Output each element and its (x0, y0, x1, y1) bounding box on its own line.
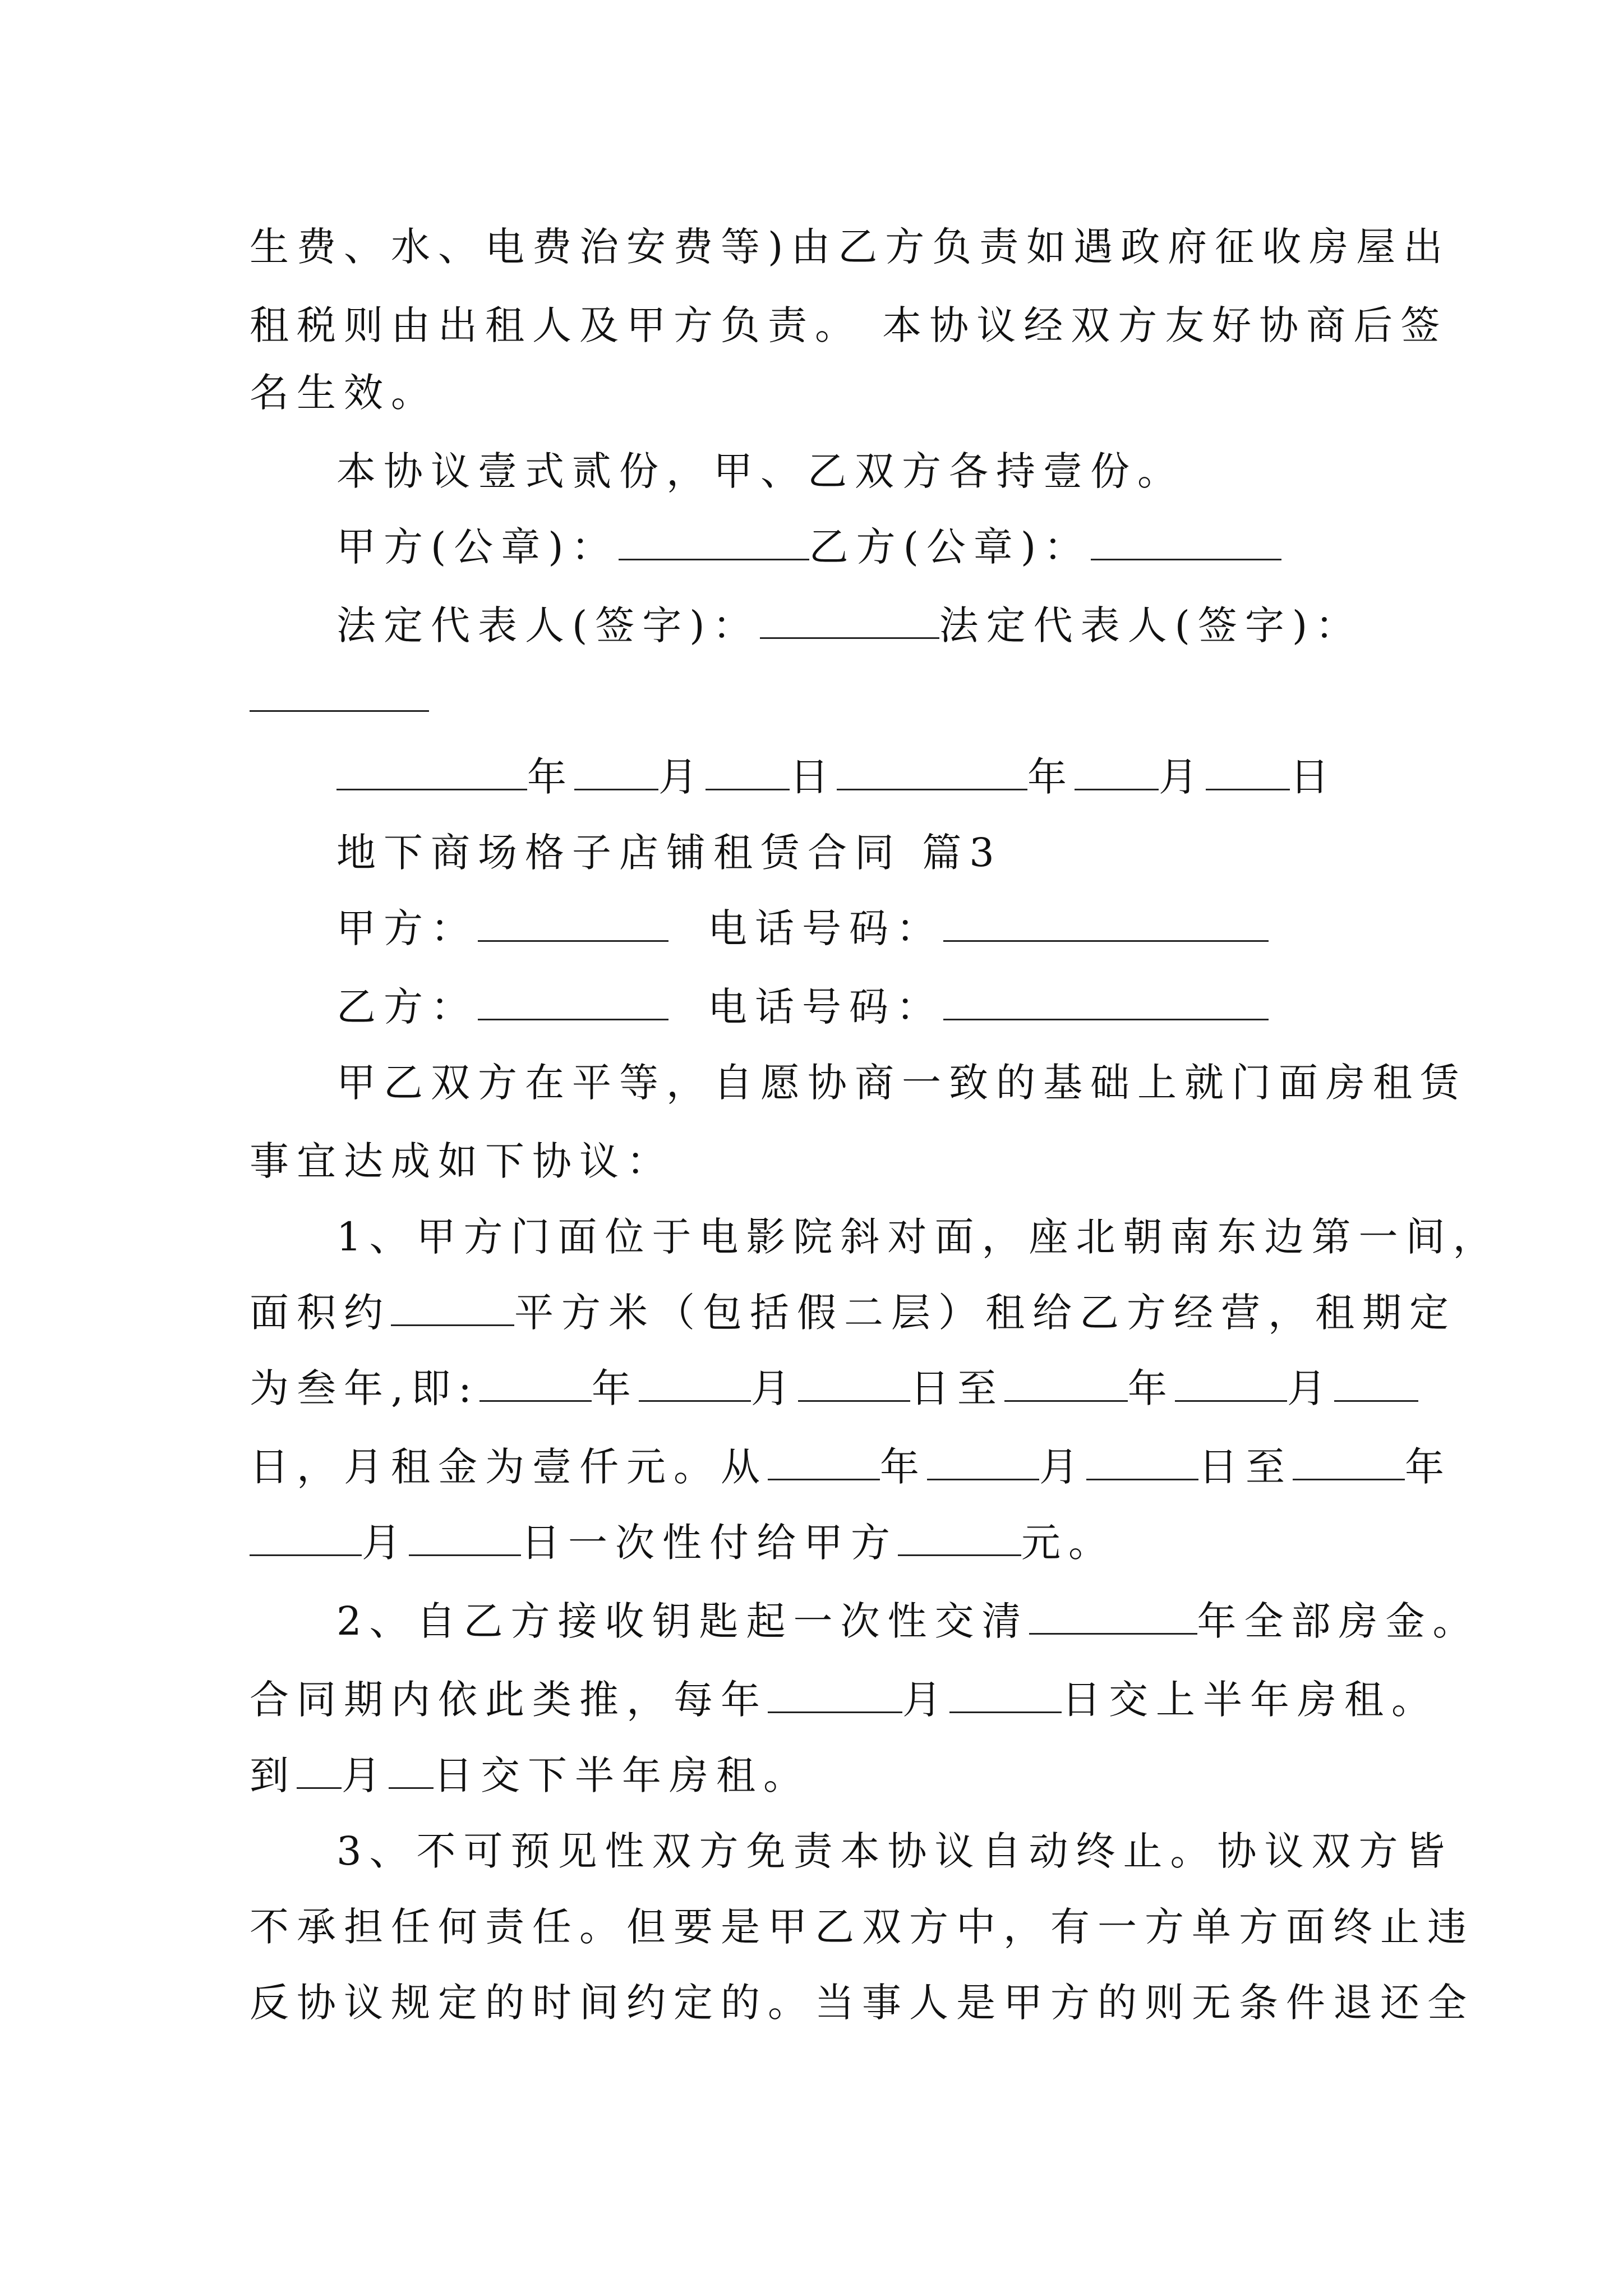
fill-blank (409, 1517, 521, 1556)
text-line: 生费、水、电费治安费等)由乙方负责如遇政府征收房屋出 (250, 224, 1451, 270)
text-line (250, 1750, 810, 1801)
fill-blank (1004, 1363, 1128, 1402)
date-blank (1075, 752, 1159, 790)
month-label: 月 (362, 1520, 409, 1566)
text-line (250, 1287, 1456, 1338)
fill-blank (639, 1363, 751, 1402)
text-fragment: 日至 (910, 1365, 1004, 1411)
fill-blank (768, 1442, 880, 1480)
text-fragment: 面积约 (250, 1290, 391, 1336)
signature-blank (760, 600, 939, 639)
text-fragment: 日，月租金为壹仟元。从 (250, 1444, 768, 1490)
text-line: 租税则由出租人及甲方负责。 本协议经双方友好协商后签 (250, 302, 1448, 348)
representative-line (336, 600, 1362, 651)
month-label: 月 (750, 1365, 798, 1411)
signature-blank (1091, 522, 1281, 560)
text-line (250, 1442, 1452, 1492)
representative-label: 法定代表人(签字)： (336, 602, 760, 648)
text-line: 1、甲方门面位于电影院斜对面，座北朝南东边第一间， (336, 1214, 1500, 1260)
text-fragment: 2、自乙方接收钥匙起一次性交清 (336, 1598, 1029, 1644)
year-label: 年 (1405, 1444, 1452, 1490)
fill-blank (1293, 1442, 1405, 1480)
fill-blank (250, 1517, 362, 1556)
fill-blank (479, 1363, 592, 1402)
date-blank (1206, 752, 1290, 790)
phone-label: 电话号码： (708, 905, 943, 951)
month-label: 月 (658, 754, 706, 800)
month-label: 月 (342, 1752, 389, 1798)
year-label: 年 (880, 1444, 927, 1490)
text-line (250, 1674, 1438, 1725)
text-line: 不承担任何责任。但要是甲乙双方中，有一方单方面终止违 (250, 1904, 1474, 1950)
fill-blank (949, 1674, 1062, 1713)
seal-line (336, 522, 1281, 572)
text-fragment: 日至 (1198, 1444, 1293, 1490)
month-label: 月 (902, 1677, 949, 1723)
party-a-label: 甲方： (336, 905, 478, 951)
fill-blank (389, 1750, 434, 1789)
text-fragment: 元。 (1021, 1520, 1115, 1566)
text-fragment: 日一次性付给甲方 (521, 1520, 898, 1566)
party-b-label: 乙方： (336, 984, 478, 1030)
date-blank (574, 752, 658, 790)
phone-blank (943, 903, 1269, 942)
day-label: 日 (790, 754, 837, 800)
text-line: 反协议规定的时间约定的。当事人是甲方的则无条件退还全 (250, 1980, 1474, 2026)
party-blank (478, 903, 668, 942)
text-line: 本协议壹式贰份，甲、乙双方各持壹份。 (336, 448, 1184, 494)
month-label: 月 (1287, 1365, 1334, 1411)
fill-blank (1086, 1442, 1198, 1480)
fill-blank (927, 1442, 1039, 1480)
text-fragment: 合同期内依此类推，每年 (250, 1677, 768, 1723)
text-line (336, 1596, 1480, 1646)
fill-blank (297, 1750, 342, 1789)
continuation-blank-line (250, 673, 429, 724)
year-label: 年 (527, 754, 574, 800)
fill-blank (1175, 1363, 1287, 1402)
text-line (250, 1363, 1418, 1414)
text-fragment: 日交下半年房租。 (434, 1752, 810, 1798)
text-line (250, 1517, 1115, 1568)
text-fragment: 日交上半年房租。 (1062, 1677, 1438, 1723)
day-label: 日 (1290, 754, 1337, 800)
text-fragment: 年全部房金。 (1197, 1598, 1480, 1644)
phone-label: 电话号码： (708, 984, 943, 1030)
month-label: 月 (1159, 754, 1206, 800)
text-fragment: 到 (250, 1752, 297, 1798)
party-blank (478, 982, 668, 1020)
fill-blank (768, 1674, 902, 1713)
text-line: 甲乙双方在平等，自愿协商一致的基础上就门面房租赁 (336, 1060, 1467, 1106)
date-blank (706, 752, 790, 790)
fill-blank (798, 1363, 910, 1402)
party-a-line (336, 903, 1269, 954)
fill-blank (898, 1517, 1021, 1556)
representative-label: 法定代表人(签字)： (939, 602, 1363, 648)
text-fragment: 平方米（包括假二层）租给乙方经营，租期定 (514, 1290, 1456, 1336)
year-label: 年 (1027, 754, 1075, 800)
month-label: 月 (1039, 1444, 1086, 1490)
party-a-seal-label: 甲方(公章)： (336, 524, 619, 570)
date-line (336, 752, 1337, 802)
text-line: 事宜达成如下协议： (250, 1138, 674, 1184)
text-fragment: 为叁年,即: (250, 1365, 479, 1411)
signature-blank (250, 673, 429, 712)
party-b-seal-label: 乙方(公章)： (809, 524, 1091, 570)
fill-blank (1334, 1363, 1418, 1402)
date-blank (336, 752, 527, 790)
signature-blank (619, 522, 809, 560)
year-label: 年 (591, 1365, 639, 1411)
text-line: 3、不可预见性双方免责本协议自动终止。协议双方皆 (336, 1828, 1453, 1874)
section-title: 地下商场格子店铺租赁合同 篇3 (336, 830, 1002, 876)
date-blank (837, 752, 1027, 790)
text-line: 名生效。 (250, 370, 438, 416)
year-label: 年 (1127, 1365, 1175, 1411)
phone-blank (943, 982, 1269, 1020)
fill-blank (391, 1287, 514, 1326)
fill-blank (1029, 1596, 1197, 1635)
party-b-line (336, 982, 1269, 1032)
